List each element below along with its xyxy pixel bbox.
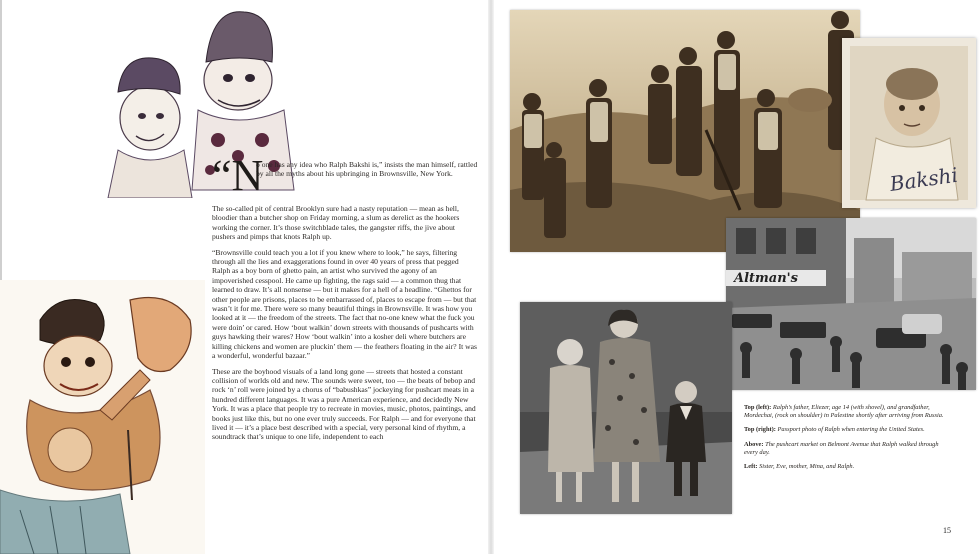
page-number: 15 xyxy=(943,526,951,535)
photo-family xyxy=(520,302,732,514)
caption-top-right: Top (right): Passport photo of Ralph when entering the United States. xyxy=(744,426,925,434)
article-lede xyxy=(212,151,478,200)
article-paragraph: These are the boyhood visuals of a land long gone — streets that hosted a constant collision of worlds old and new. The sounds were sweet, too — the beats of bebop and rock ‘n’ roll were joined by a chorus of “babushkas” jockeying for pushcart meats in a hundred different languages. It was a pure American experience, and decidedly New York. It was a place that people try to recreate in movies, music, photos, paintings, and books just like this, but no one ever truly succeeds. For Ralph — and for everyone that lived it — it’s a place best described with a special, very personal kind of rhythm, a soundtrack that’s unique to one life, independent to each xyxy=(212,366,476,442)
caption-top-left: Top (left): Ralph’s father, Eliezer, age 14 (with shovel), and grandfather, Mordechai, (rock on shoulder) in Palestine shortly after arriving from Russia. xyxy=(744,404,944,420)
storefront-sign: Altman's xyxy=(734,271,798,286)
article-paragraph: “Brownsville could teach you a lot if you knew where to look,” he says, filtering through all the lies and exaggerations found in over 40 years of press that pegged Ralph as a boy born of ghetto pain, an artist who survived the agony of an impoverished cesspool. He came up fighting, the rags said — a common thug that learned to draw. It’s all nonsense — but it makes for a hell of a headline. “Ghettos for other people are prisons, places to be embarrassed of, places to escape from — but that wasn’t it for me. There were so many beautiful things in Brownsville. It was how you looked at it — the freedom of the streets. The fact that no-one knew what the fuck you were doin’ or cared. How ‘bout walkin’ down streets with thousands of pushcarts with guys hawking their wares? How ‘bout walkin’ into a kosher deli where butchers are killing chickens and women are pluckin’ them — the feathers floating in the air? It was a wonderful, wonderful bazaar.” xyxy=(212,247,477,361)
photo-workers-palestine xyxy=(510,10,860,252)
photo-pushcart-market xyxy=(726,218,976,390)
photo-baby-passport xyxy=(842,38,976,208)
passport-signature: Bakshi xyxy=(888,162,960,196)
article-body xyxy=(212,151,478,448)
caption-above: Above: The pushcart market on Belmont Avenue that Ralph walked through every day. xyxy=(744,440,939,456)
article-paragraph: The so-called pit of central Brooklyn sure had a nasty reputation — mean as hell, bloodier than a butcher shop on Friday morning, a slum as derelict as the hookers working the corner. It’s those switchblade tales, the gangster riffs, the jive about pushers and pimps that knots Ralph up. xyxy=(212,204,460,242)
caption-left: Left: Sister, Eve, mother, Mina, and Ralph. xyxy=(744,463,855,471)
photo-captions xyxy=(744,404,944,477)
lede-text: o one has any idea who Ralph Bakshi is,” insists the man himself, rattled by all the myths about his upbringing in Brownsville, New York. xyxy=(256,160,478,179)
drop-cap: “N xyxy=(212,151,264,200)
book-gutter xyxy=(488,0,494,554)
clown-sketch-bottom xyxy=(0,280,205,554)
